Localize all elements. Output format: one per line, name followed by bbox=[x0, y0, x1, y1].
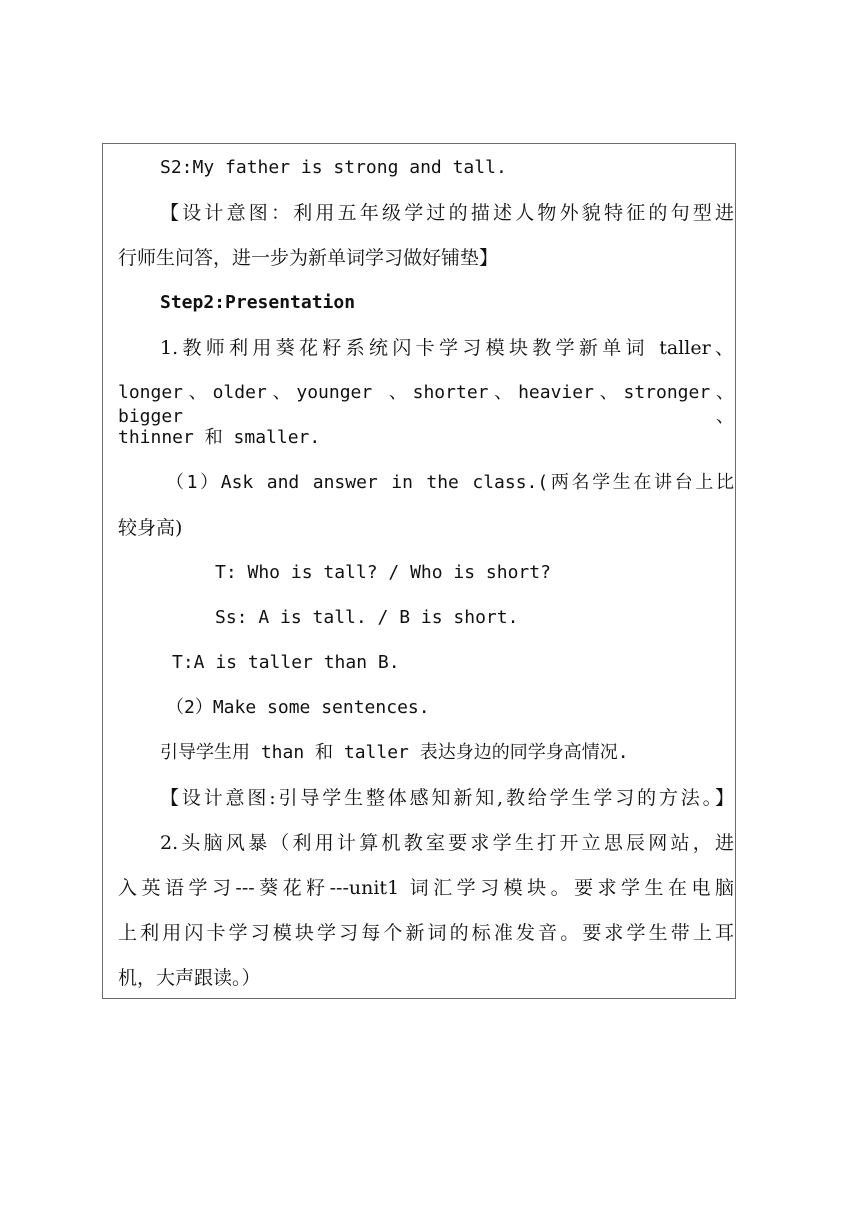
brainstorm-line-4: 机，大声跟读。） bbox=[118, 967, 261, 989]
design-intent-line-2: 行师生问答，进一步为新单词学习做好铺垫】 bbox=[118, 247, 499, 269]
design-intent-2: 【设计意图:引导学生整体感知新知,教给学生学习的方法。】 bbox=[160, 787, 734, 809]
step1-line-1: 1.教师利用葵花籽系统闪卡学习模块教学新单词 taller、 bbox=[160, 337, 734, 359]
activity-1-line-1: （1）Ask and answer in the class.(两名学生在讲台上比 bbox=[166, 472, 734, 493]
activity-1-line-2: 较身高) bbox=[118, 517, 183, 539]
step1-line-3: thinner 和 smaller. bbox=[118, 427, 321, 448]
student-response-line: S2:My father is strong and tall. bbox=[160, 157, 507, 178]
step-heading: Step2:Presentation bbox=[160, 292, 356, 313]
brainstorm-line-2: 入英语学习---葵花籽---unit1 词汇学习模块。要求学生在电脑 bbox=[118, 877, 734, 899]
design-intent-line-1: 【设计意图：利用五年级学过的描述人物外貌特征的句型进 bbox=[160, 202, 734, 224]
step1-line-2: longer、older、younger 、shorter、heavier、stronger、bigger、 bbox=[118, 382, 734, 427]
dialogue-answer: Ss: A is tall. / B is short. bbox=[215, 607, 519, 628]
activity-2-heading: （2）Make some sentences. bbox=[166, 697, 430, 718]
brainstorm-line-1: 2.头脑风暴（利用计算机教室要求学生打开立思辰网站，进 bbox=[160, 832, 734, 854]
brainstorm-line-3: 上利用闪卡学习模块学习每个新词的标准发音。要求学生带上耳 bbox=[118, 922, 734, 944]
dialogue-comparison: T:A is taller than B. bbox=[172, 652, 400, 673]
dialogue-question: T: Who is tall? / Who is short? bbox=[215, 562, 551, 583]
activity-2-instruction: 引导学生用 than 和 taller 表达身边的同学身高情况. bbox=[160, 742, 629, 763]
